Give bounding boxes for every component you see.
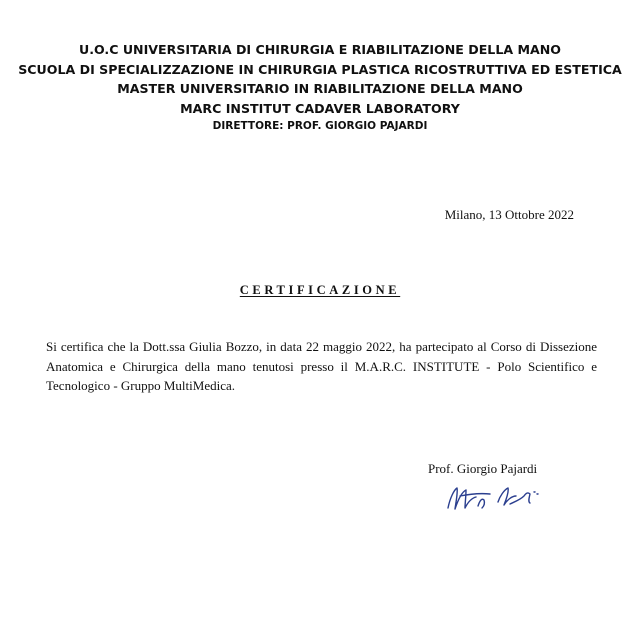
document-title: CERTIFICAZIONE	[239, 283, 401, 297]
header-line-department: U.O.C UNIVERSITARIA DI CHIRURGIA E RIABILITAZIONE DELLA MANO	[78, 42, 562, 57]
header-line-master: MASTER UNIVERSITARIO IN RIABILITAZIONE DELLA MANO	[117, 81, 523, 96]
header-line-laboratory: MARC INSTITUT CADAVER LABORATORY	[180, 100, 460, 116]
signer-name: Prof. Giorgio Pajardi	[428, 461, 538, 476]
certification-body: Si certifica che la Dott.ssa Giulia Bozzo, in data 22 maggio 2022, ha partecipato al Corso di Dissezione Anatomica e Chirurgica della mano tenutosi presso il M.A.R.C. INSTITUTE - Polo Scientifico e Tecnologico - Gruppo MultiMedica.	[46, 339, 597, 393]
document-header	[0, 40, 640, 134]
handwritten-signature	[440, 478, 550, 518]
header-line-school: SCUOLA DI SPECIALIZZAZIONE IN CHIRURGIA PLASTICA RICOSTRUTTIVA ED ESTETICA	[18, 61, 622, 77]
document-date: Milano, 13 Ottobre 2022	[444, 207, 574, 222]
header-line-director: DIRETTORE: PROF. GIORGIO PAJARDI	[212, 120, 428, 132]
